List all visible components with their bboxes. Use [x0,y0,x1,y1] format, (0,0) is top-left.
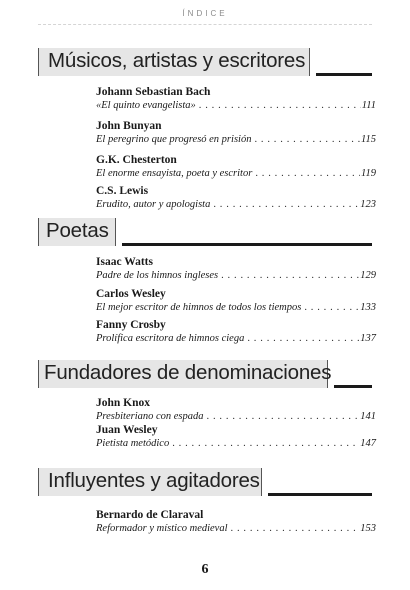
toc-entry[interactable] [96,509,376,535]
entry-line [96,301,376,314]
section-rule [316,73,372,76]
section-founders [0,360,410,392]
entry-name: John Bunyan [96,120,162,132]
entry-line [96,198,376,211]
entry-line [96,99,376,112]
entry-description: El peregrino que progresó en prisión [96,134,252,145]
entry-line [96,410,376,423]
entry-page-number: 133 [360,302,376,313]
dot-leader [304,301,359,314]
entry-name: Bernardo de Claraval [96,509,204,521]
entry-description: Padre de los himnos ingleses [96,270,219,281]
entry-description: «El quinto evangelista» [96,100,196,111]
entry-description: Presbiteriano con espada [96,411,204,422]
section-title: Fundadores de denominaciones [44,361,332,384]
entry-page-number: 115 [361,134,376,145]
entry-name: C.S. Lewis [96,185,149,197]
running-head: ÍNDICE [182,9,228,18]
toc-entry[interactable] [96,288,376,314]
section-musicians [0,48,410,80]
section-title: Poetas [46,219,109,242]
toc-entry[interactable] [96,397,376,423]
entry-name: Isaac Watts [96,256,153,268]
entry-name: Johann Sebastian Bach [96,86,211,98]
toc-entry[interactable] [96,256,376,282]
entry-name: Fanny Crosby [96,319,166,331]
entry-line [96,167,376,180]
entry-line [96,133,376,146]
toc-entry[interactable] [96,185,376,211]
dot-leader [172,437,359,450]
entry-page-number: 141 [360,411,376,422]
toc-entry[interactable] [96,86,376,112]
entry-page-number: 119 [361,168,376,179]
dot-leader [207,410,360,423]
section-header [0,360,410,392]
running-head-rule [38,24,372,25]
entry-page-number: 111 [361,100,376,111]
section-header [0,468,410,500]
page-number: 6 [201,562,209,577]
section-header [0,48,410,80]
entry-page-number: 129 [360,270,376,281]
section-rule [268,493,372,496]
section-rule [334,385,372,388]
section-poets [0,218,410,250]
entry-description: Reformador y místico medieval [96,523,228,534]
entry-line [96,269,376,282]
dot-leader [213,198,359,211]
dot-leader [254,133,360,146]
entry-name: G.K. Chesterton [96,154,177,166]
toc-entry[interactable] [96,120,376,146]
section-title: Músicos, artistas y escritores [48,49,306,72]
entry-description: Prolífica escritora de himnos ciega [96,333,245,344]
toc-entry[interactable] [96,154,376,180]
entry-name: John Knox [96,397,151,409]
entry-line [96,522,376,535]
entry-page-number: 137 [360,333,376,344]
dot-leader [199,99,361,112]
dot-leader [255,167,360,180]
entry-page-number: 147 [360,438,376,449]
dot-leader [247,332,359,345]
toc-entry[interactable] [96,319,376,345]
entry-name: Juan Wesley [96,424,158,436]
entry-page-number: 123 [360,199,376,210]
entry-description: El enorme ensayista, poeta y escritor [96,168,253,179]
section-header [0,218,410,250]
entry-name: Carlos Wesley [96,288,166,300]
entry-description: Erudito, autor y apologista [96,199,211,210]
toc-entry[interactable] [96,424,376,450]
entry-line [96,332,376,345]
section-influencers [0,468,410,500]
entry-description: Pietista metódico [96,438,170,449]
entry-line [96,437,376,450]
section-rule [122,243,372,246]
entry-description: El mejor escritor de himnos de todos los tiempos [96,302,302,313]
entry-page-number: 153 [360,523,376,534]
dot-leader [231,522,360,535]
section-title: Influyentes y agitadores [48,469,260,492]
dot-leader [221,269,359,282]
